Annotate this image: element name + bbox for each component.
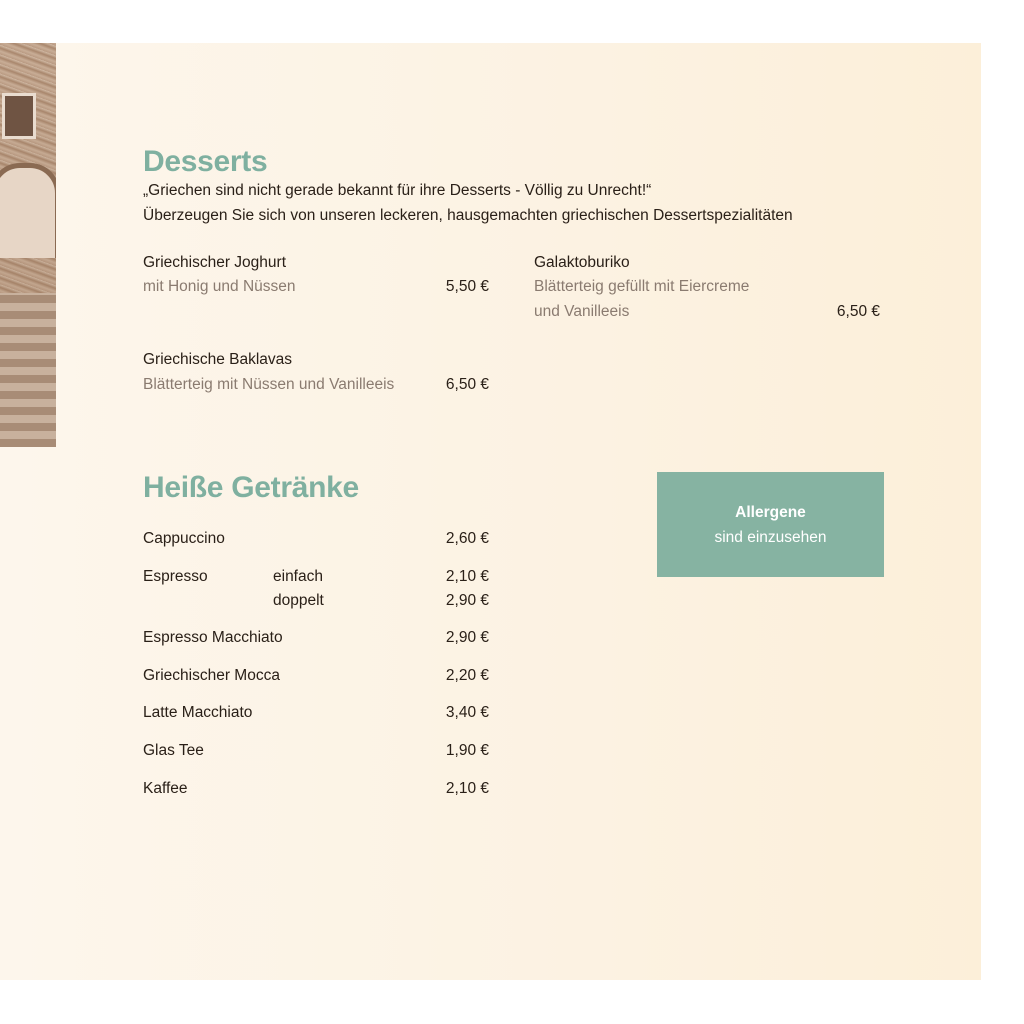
drink-name: Griechischer Mocca — [143, 667, 280, 684]
dessert-description: Blätterteig gefüllt mit Eiercreme — [534, 278, 750, 295]
building-photo — [0, 43, 56, 447]
desserts-intro-quote: „Griechen sind nicht gerade bekannt für ihre Desserts - Völlig zu Unrecht!“ — [143, 182, 652, 199]
drink-name: Espresso Macchiato — [143, 629, 283, 646]
desserts-title: Desserts — [143, 145, 268, 178]
dessert-description: und Vanilleeis — [534, 303, 630, 320]
drink-name: Glas Tee — [143, 742, 204, 759]
dessert-description: Blätterteig mit Nüssen und Vanilleeis — [143, 376, 395, 393]
drink-price: 2,10 € — [445, 568, 489, 585]
dessert-name: Griechischer Joghurt — [143, 254, 287, 271]
drink-price: 3,40 € — [445, 704, 489, 721]
drink-price: 2,20 € — [445, 667, 489, 684]
photo-window — [2, 93, 36, 139]
drinks-title: Heiße Getränke — [143, 471, 359, 504]
drink-variant: doppelt — [273, 592, 324, 609]
allergen-subtitle: sind einzusehen — [714, 529, 827, 546]
drink-price: 2,90 € — [445, 629, 489, 646]
drink-name: Kaffee — [143, 780, 188, 797]
drink-name: Latte Macchiato — [143, 704, 253, 721]
dessert-price: 5,50 € — [445, 278, 489, 295]
drink-name: Cappuccino — [143, 530, 225, 547]
drink-price: 2,90 € — [445, 592, 489, 609]
dessert-name: Griechische Baklavas — [143, 351, 293, 368]
dessert-price: 6,50 € — [445, 376, 489, 393]
allergen-title: Allergene — [735, 504, 806, 521]
desserts-intro-text: Überzeugen Sie sich von unseren leckeren, hausgemachten griechischen Dessertspezialitäten — [143, 207, 793, 224]
dessert-price: 6,50 € — [836, 303, 880, 320]
photo-steps — [0, 293, 56, 447]
drink-name: Espresso — [143, 568, 208, 585]
drink-price: 2,60 € — [445, 530, 489, 547]
dessert-description: mit Honig und Nüssen — [143, 278, 296, 295]
dessert-name: Galaktoburiko — [534, 254, 630, 271]
photo-arch — [0, 163, 56, 258]
drink-price: 1,90 € — [445, 742, 489, 759]
allergen-notice — [657, 472, 884, 577]
drink-variant: einfach — [273, 568, 323, 585]
drink-price: 2,10 € — [445, 780, 489, 797]
